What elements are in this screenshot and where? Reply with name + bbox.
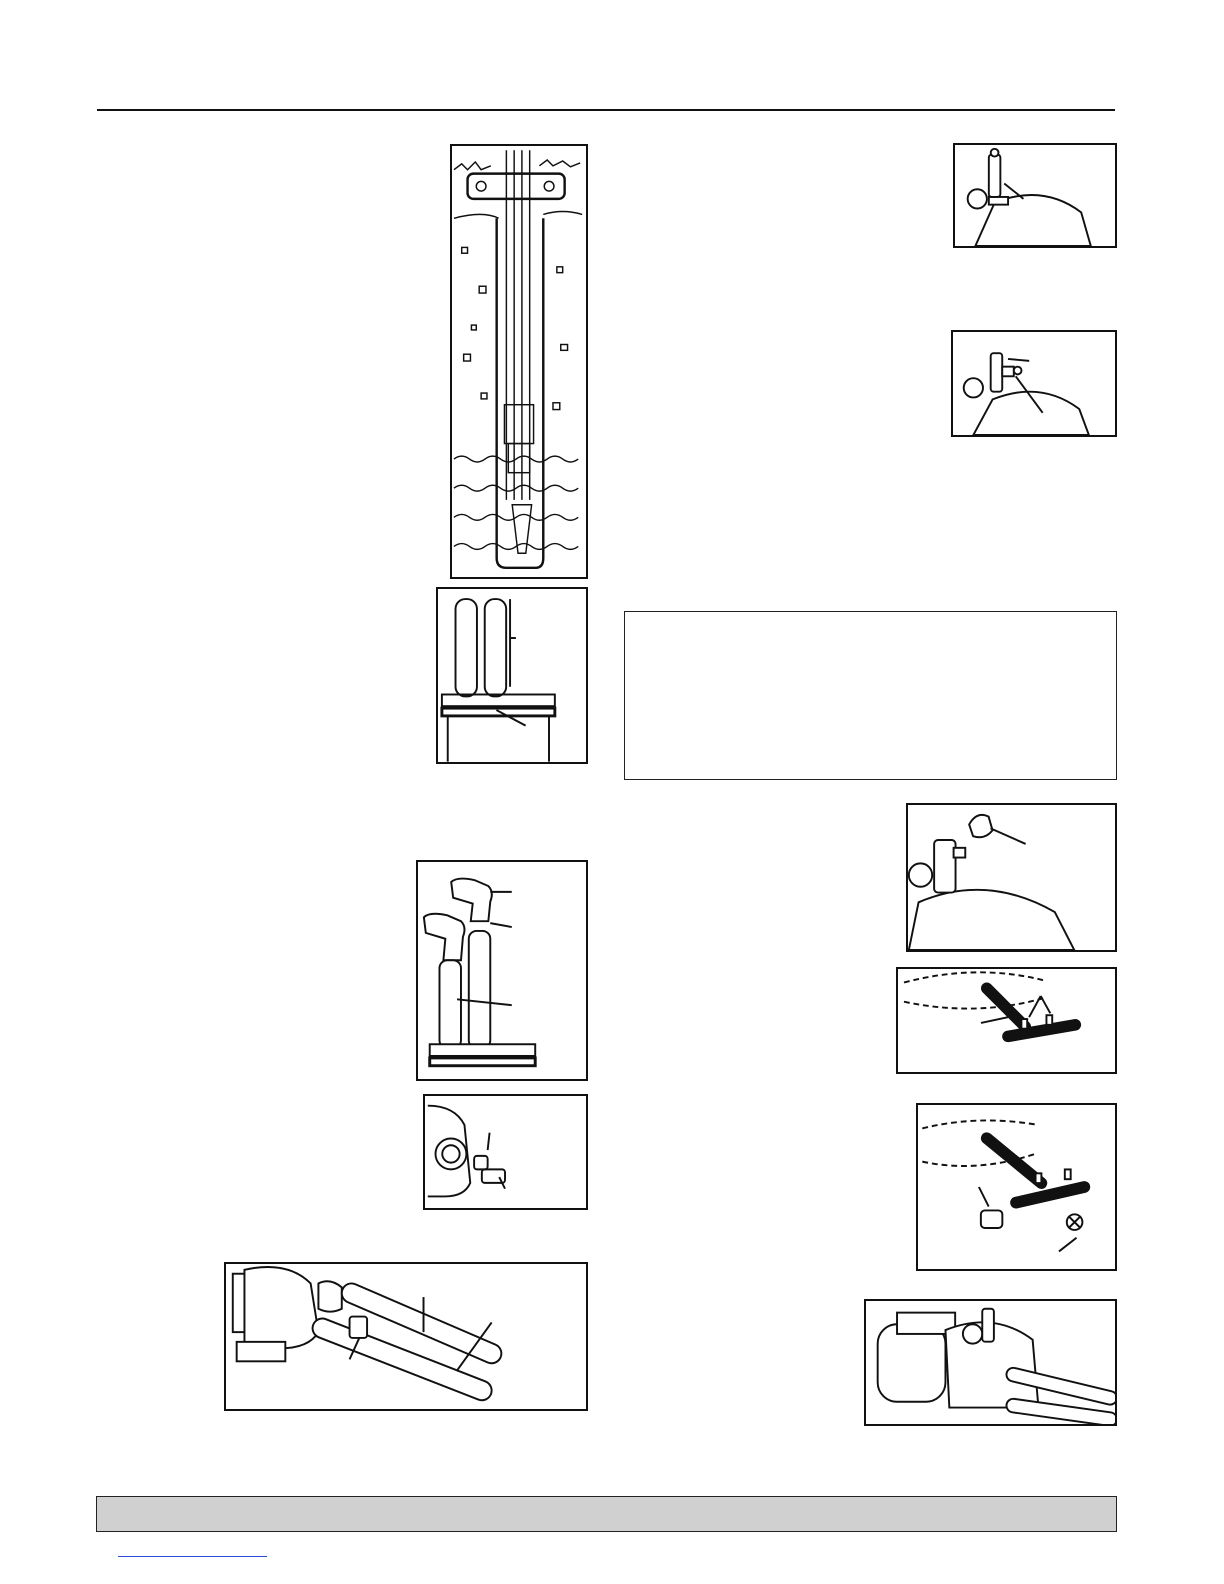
pressure-valve-tee-illustration [953, 332, 1115, 435]
tank-tee-figure [896, 967, 1117, 1074]
well-seal-figure [436, 587, 588, 764]
header-rule [97, 109, 1115, 111]
pump-piping-illustration [226, 1264, 586, 1409]
pump-ports-figure [423, 1094, 588, 1210]
pressure-valve-illustration [955, 145, 1115, 246]
notice-box [624, 611, 1117, 780]
elbows-on-pipes-figure [416, 860, 588, 1081]
tank-tee-fittings-figure [916, 1103, 1117, 1271]
priming-plug-figure [906, 803, 1117, 952]
tank-tee-fittings-illustration [918, 1105, 1115, 1269]
elbow-fittings-illustration [418, 862, 586, 1079]
footer-bar [96, 1496, 1117, 1532]
pressure-valve-tee-figure [951, 330, 1117, 437]
pump-assembled-figure [864, 1299, 1117, 1426]
pump-with-pipes-figure [224, 1262, 588, 1411]
well-cross-section-figure [450, 144, 588, 579]
hyperlink-underline[interactable] [118, 1556, 267, 1557]
priming-plug-illustration [908, 805, 1115, 950]
well-seal-illustration [438, 589, 586, 762]
pump-assembled-illustration [866, 1301, 1115, 1424]
tank-tee-illustration [898, 969, 1115, 1072]
well-installation-illustration [452, 146, 586, 577]
pump-ports-illustration [425, 1096, 586, 1208]
pressure-valve-figure [953, 143, 1117, 248]
